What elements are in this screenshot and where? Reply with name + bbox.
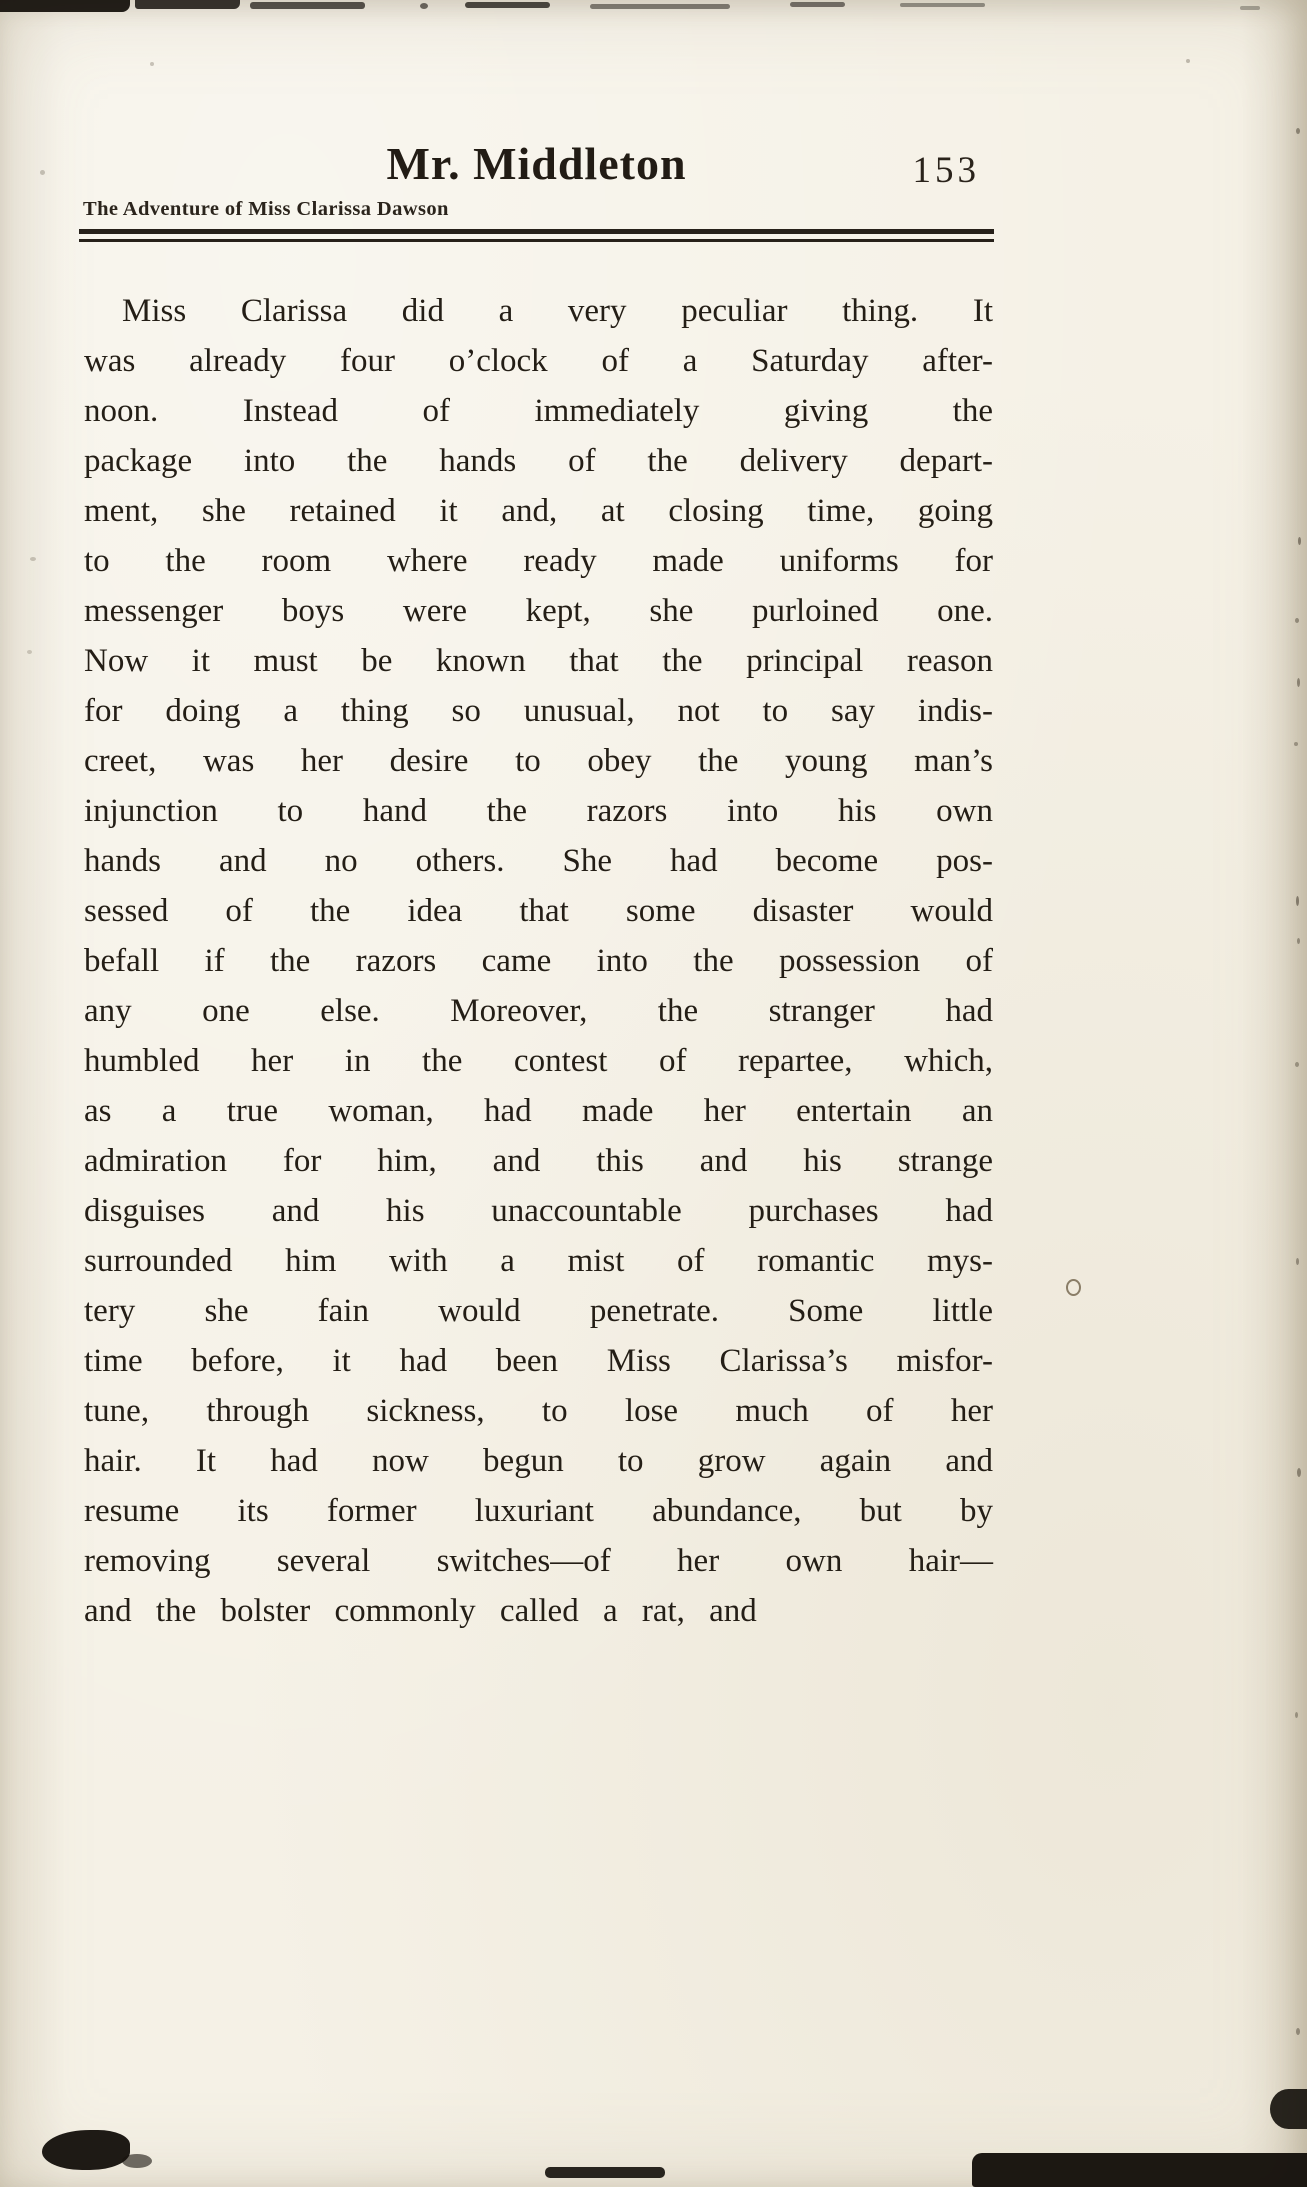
text-line: removing several switches—of her own hair— [84, 1543, 993, 1579]
scan-artifact [122, 2154, 152, 2168]
scan-artifact [1296, 2028, 1300, 2035]
scan-artifact [972, 2153, 1307, 2187]
scan-artifact [1296, 1258, 1299, 1265]
text-line: creet, was her desire to obey the young man’s [84, 743, 993, 779]
text-line: befall if the razors came into the possession of [84, 943, 993, 979]
text-line: disguises and his unaccountable purchases had [84, 1193, 993, 1229]
page-number: 153 [912, 150, 980, 191]
text-line: for doing a thing so unusual, not to say indis- [84, 693, 993, 729]
text-line: resume its former luxuriant abundance, but by [84, 1493, 993, 1529]
text-line: tery she fain would penetrate. Some little [84, 1293, 993, 1329]
scan-artifact [465, 2, 550, 8]
text-line: injunction to hand the razors into his own [84, 793, 993, 829]
page-header [79, 138, 994, 242]
text-line: Now it must be known that the principal reason [84, 643, 993, 679]
text-line: noon. Instead of immediately giving the [84, 393, 993, 429]
text-line: sessed of the idea that some disaster would [84, 893, 993, 929]
scan-artifact [590, 4, 730, 9]
scan-artifact [42, 2130, 130, 2170]
scan-artifact [1186, 59, 1190, 63]
text-line: humbled her in the contest of repartee, which, [84, 1043, 993, 1079]
scan-artifact [1297, 938, 1300, 944]
scan-artifact [900, 3, 985, 7]
scan-artifact [545, 2167, 665, 2178]
text-line: as a true woman, had made her entertain an [84, 1093, 993, 1129]
text-line: admiration for him, and this and his strange [84, 1143, 993, 1179]
scan-artifact [1298, 537, 1301, 545]
scan-artifact [40, 170, 45, 175]
scan-artifact [1297, 1468, 1301, 1477]
text-line: any one else. Moreover, the stranger had [84, 993, 993, 1029]
scan-artifact [1270, 2089, 1307, 2129]
scan-artifact [420, 3, 428, 9]
scan-artifact [1297, 678, 1300, 687]
scan-artifact-ring [1066, 1279, 1081, 1296]
scan-artifact [1295, 1712, 1298, 1718]
text-line: and the bolster commonly called a rat, and [84, 1593, 757, 1629]
text-line: hair. It had now begun to grow again and [84, 1443, 993, 1479]
text-line: tune, through sickness, to lose much of her [84, 1393, 993, 1429]
text-line: surrounded him with a mist of romantic mys- [84, 1243, 993, 1279]
text-line: hands and no others. She had become pos- [84, 843, 993, 879]
scan-artifact [1296, 896, 1299, 906]
title-row [79, 138, 994, 196]
text-line: messenger boys were kept, she purloined one. [84, 593, 993, 629]
scan-artifact [1294, 742, 1298, 746]
scan-artifact [790, 2, 845, 7]
double-rule [79, 229, 994, 242]
text-line: package into the hands of the delivery depart- [84, 443, 993, 479]
scan-artifact [27, 650, 32, 654]
scan-artifact [250, 2, 365, 9]
scan-artifact [135, 0, 240, 9]
text-line: was already four o’clock of a Saturday after- [84, 343, 993, 379]
text-line: time before, it had been Miss Clarissa’s misfor- [84, 1343, 993, 1379]
scan-artifact [30, 557, 36, 561]
running-head: The Adventure of Miss Clarissa Dawson [83, 198, 449, 220]
text-line: Miss Clarissa did a very peculiar thing. It [122, 293, 993, 329]
scan-artifact [1240, 6, 1260, 10]
body-text [84, 286, 993, 1636]
scan-artifact [1296, 128, 1300, 134]
scan-artifact [0, 0, 130, 12]
scan-artifact [150, 62, 154, 66]
page-title: Mr. Middleton [386, 138, 687, 189]
rule-bottom-line [79, 239, 994, 242]
text-line: ment, she retained it and, at closing time, going [84, 493, 993, 529]
scan-artifact [1295, 1062, 1299, 1067]
text-line: to the room where ready made uniforms for [84, 543, 993, 579]
scan-artifact [1295, 618, 1299, 623]
rule-top-line [79, 229, 994, 234]
